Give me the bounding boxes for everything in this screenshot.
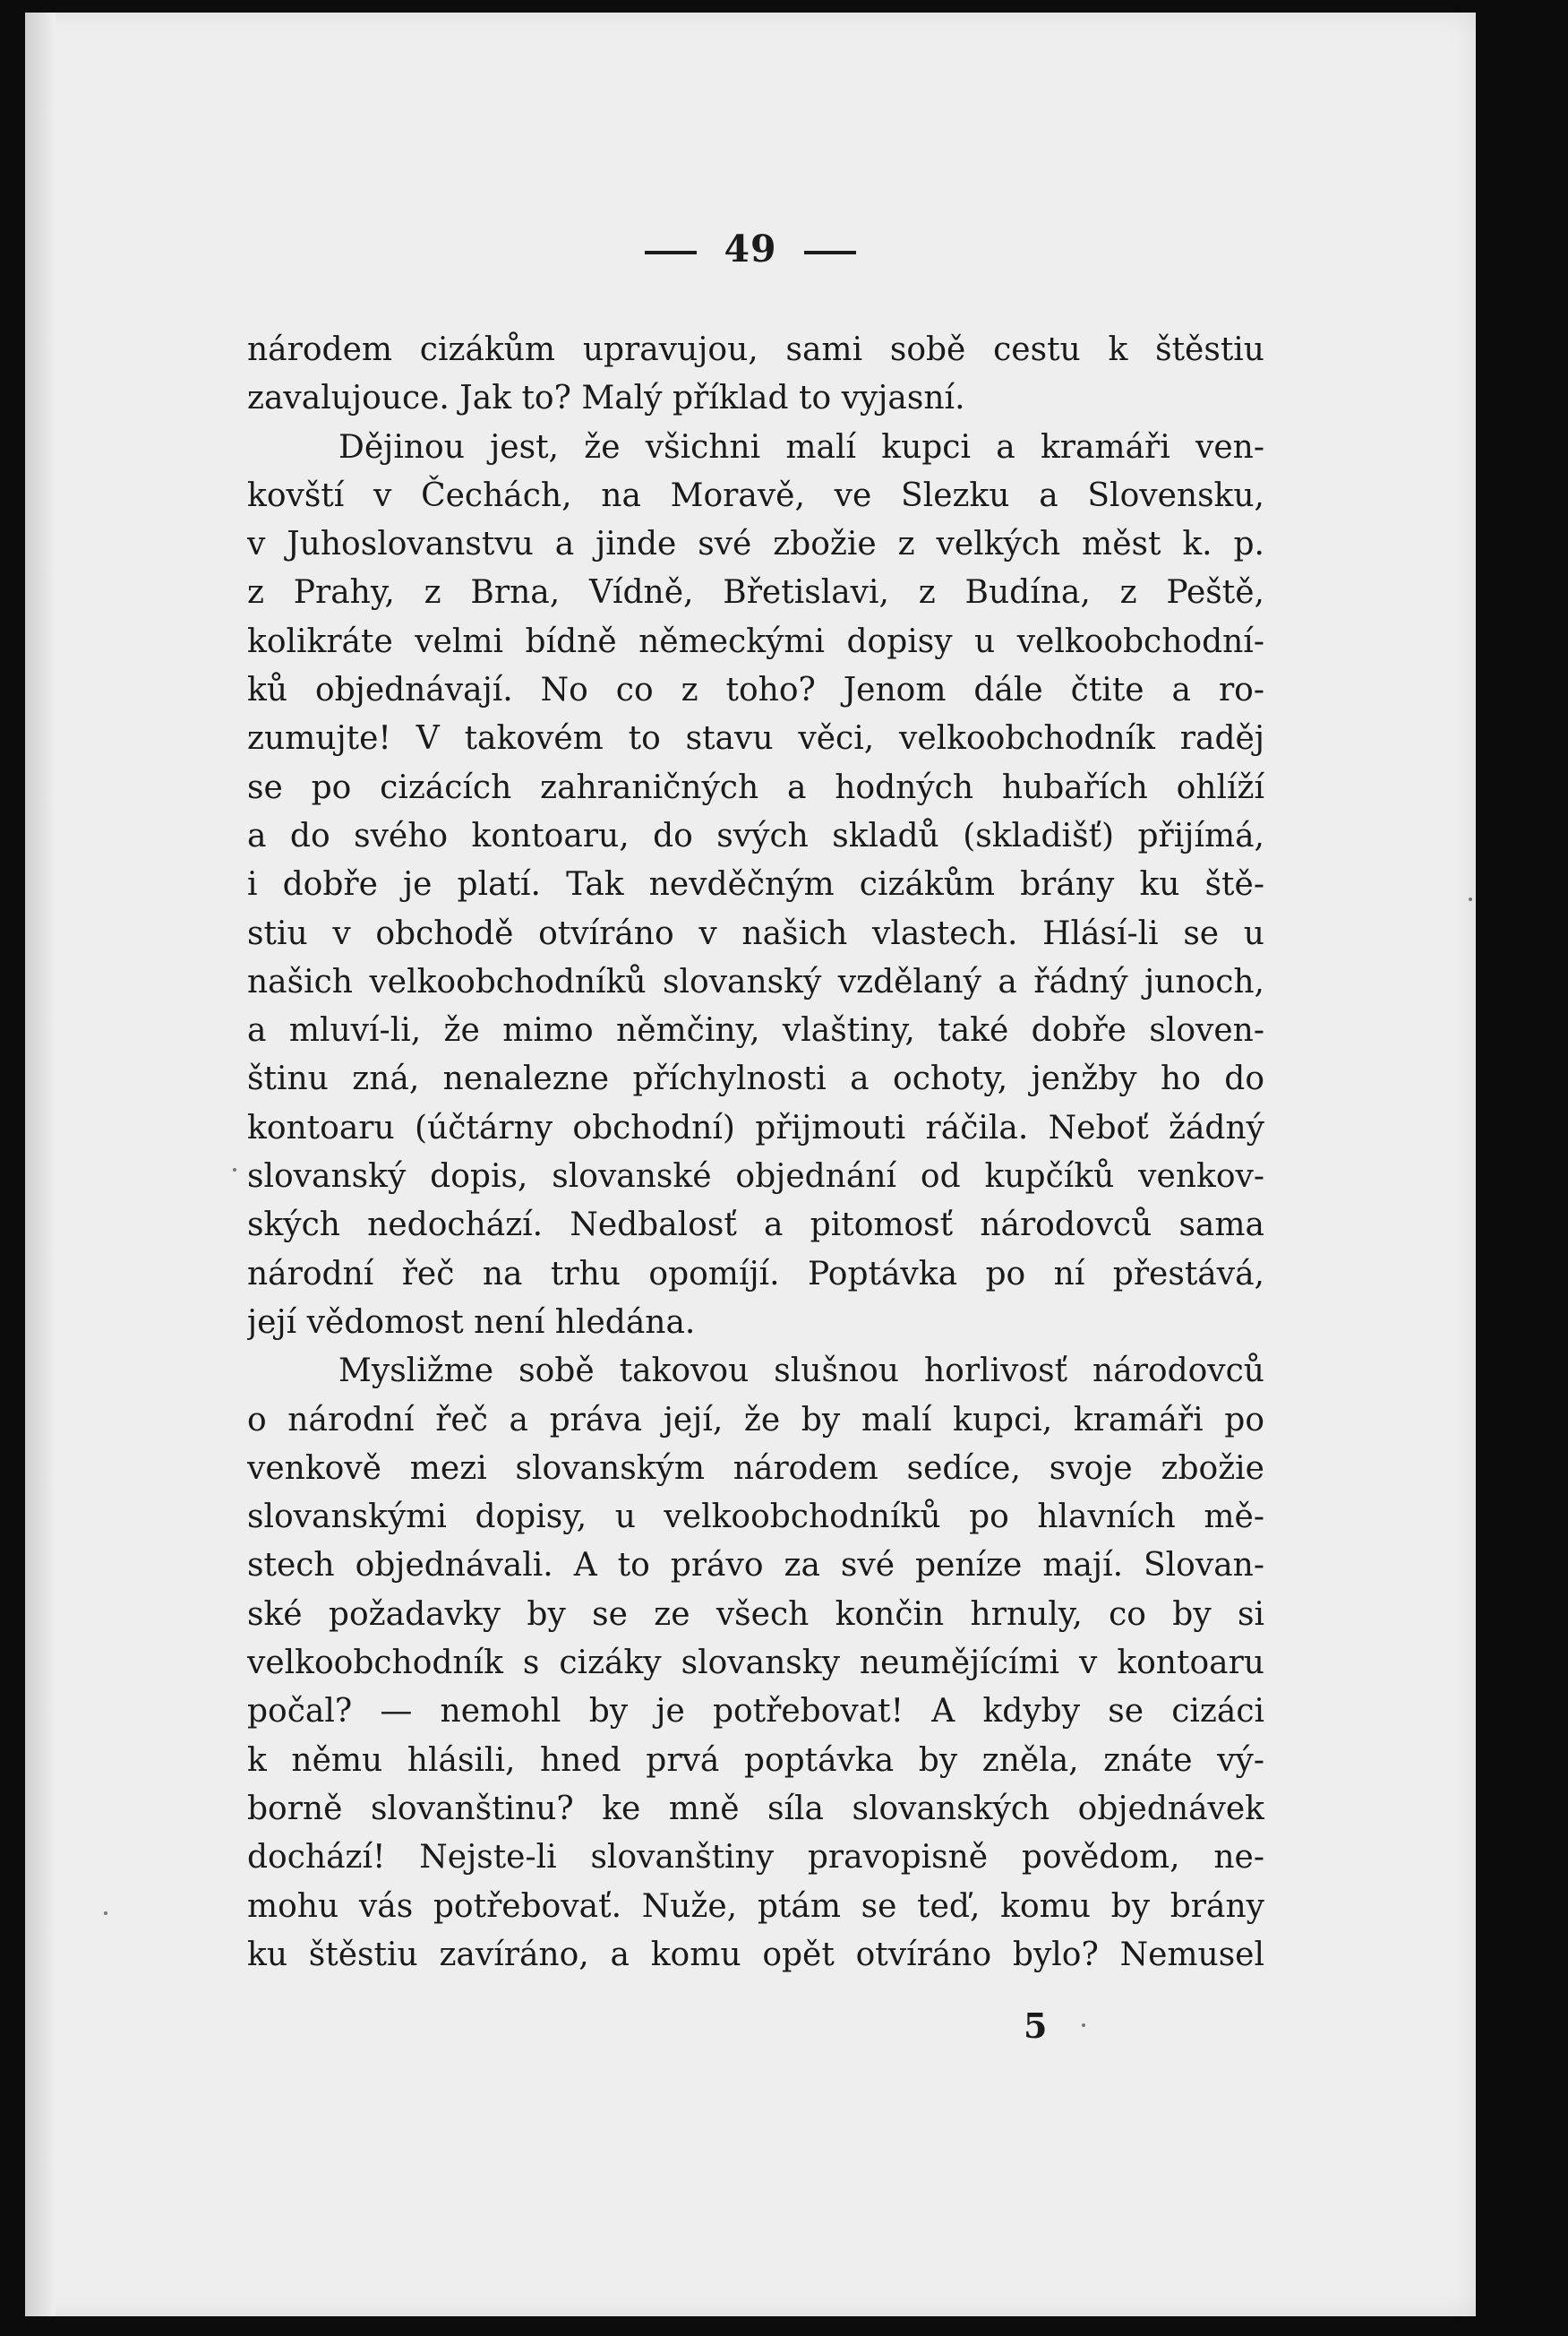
text-line: z Prahy, z Brna, Vídně, Břetislavi, z Budína, z Peště, — [247, 574, 1264, 612]
text-line: ku štěstiu zavíráno, a komu opět otvíráno bylo? Nemusel — [247, 1936, 1264, 1973]
text-line: zumujte! V takovém to stavu věci, velkoobchodník raděj — [247, 720, 1264, 758]
text-line: velkoobchodník s cizáky slovansky neumějícími v kontoaru — [247, 1645, 1264, 1682]
text-line: počal? — nemohl by je potřebovat! A kdyby se cizáci — [247, 1693, 1264, 1731]
text-line: k němu hlásili, hned prvá poptávka by zněla, znáte vý- — [247, 1741, 1264, 1779]
text-line: ských nedochází. Nedbalosť a pitomosť národovců sama — [247, 1207, 1264, 1244]
text-line: stech objednávali. A to právo za své peníze mají. Slovan- — [247, 1547, 1264, 1585]
signature-mark: 5 — [1024, 2005, 1048, 2046]
text-line: a mluví-li, že mimo němčiny, vlaštiny, také dobře sloven- — [247, 1012, 1264, 1050]
text-line: kontoaru (účtárny obchodní) přijmouti ráčila. Neboť žádný — [247, 1109, 1264, 1147]
paper-speck — [1082, 2023, 1085, 2027]
text-line: národní řeč na trhu opomíjí. Poptávka po ní přestává, — [247, 1255, 1264, 1293]
header-dash-right — [804, 251, 856, 254]
text-line: našich velkoobchodníků slovanský vzdělaný a řádný junoch, — [247, 963, 1264, 1001]
text-line: mohu vás potřebovať. Nuže, ptám se teď, komu by brány — [247, 1887, 1264, 1925]
text-line: slovanskými dopisy, u velkoobchodníků po hlavních mě- — [247, 1499, 1264, 1536]
text-line: o národní řeč a práva její, že by malí kupci, kramáři po — [247, 1401, 1264, 1439]
body-text — [247, 326, 1264, 1980]
text-line: ské požadavky by se ze všech končin hrnuly, co by si — [247, 1595, 1264, 1633]
text-line: Mysližme sobě takovou slušnou horlivosť národovců — [338, 1353, 1264, 1390]
text-line: ků objednávají. No co z toho? Jenom dále čtite a ro- — [247, 672, 1264, 709]
text-line: Dějinou jest, že všichni malí kupci a kramáři ven- — [338, 428, 1264, 466]
page-spine-shadow — [25, 13, 56, 2316]
book-page — [25, 13, 1476, 2316]
header-dash-left — [645, 251, 697, 254]
paper-speck — [233, 1168, 236, 1172]
page-number: 49 — [724, 228, 777, 271]
text-line: stiu v obchodě otvíráno v našich vlastech. Hlásí-li se u — [247, 915, 1264, 952]
text-line: a do svého kontoaru, do svých skladů (skladišť) přijímá, — [247, 817, 1264, 855]
text-line: se po cizácích zahraničných a hodných hubařích ohlíží — [247, 769, 1264, 806]
text-line: štinu zná, nenalezne příchylnosti a ochoty, jenžby ho do — [247, 1061, 1264, 1098]
text-line: i dobře je platí. Tak nevděčným cizákům brány ku ště- — [247, 866, 1264, 904]
page-header — [25, 228, 1476, 271]
paper-speck — [1469, 897, 1472, 901]
text-line: dochází! Nejste-li slovanštiny pravopisně povědom, ne- — [247, 1839, 1264, 1877]
text-line: kolikráte velmi bídně německými dopisy u velkoobchodní- — [247, 623, 1264, 660]
text-line: borně slovanštinu? ke mně síla slovanských objednávek — [247, 1790, 1264, 1827]
text-line: její vědomost není hledána. — [247, 1303, 696, 1341]
text-line: kovští v Čechách, na Moravě, ve Slezku a Slovensku, — [247, 477, 1264, 514]
text-line: národem cizákům upravujou, sami sobě cestu k štěstiu — [247, 331, 1264, 368]
text-line: zavalujouce. Jak to? Malý příklad to vyjasní. — [247, 380, 965, 417]
text-line: v Juhoslovanstvu a jinde své zbožie z velkých měst k. p. — [247, 526, 1264, 563]
paper-speck — [104, 1911, 107, 1915]
text-line: slovanský dopis, slovanské objednání od kupčíků venkov- — [247, 1158, 1264, 1196]
text-line: venkově mezi slovanským národem sedíce, svoje zbožie — [247, 1449, 1264, 1487]
